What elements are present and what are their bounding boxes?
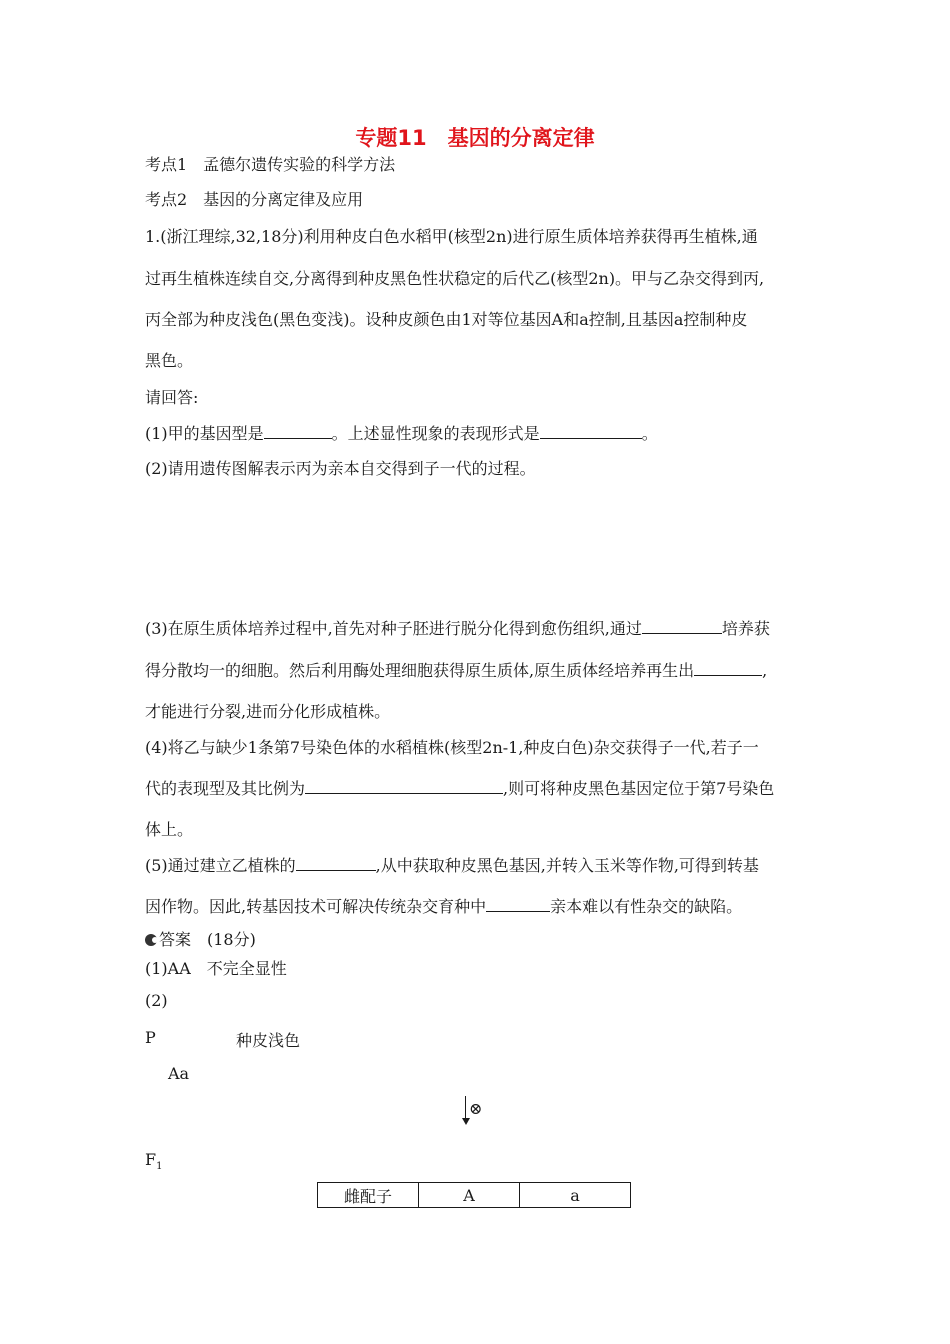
q1-part-1-text-c: 。 xyxy=(641,424,658,443)
q1-part-5-line-1 xyxy=(145,853,759,876)
q1-line-3: 丙全部为种皮浅色(黑色变浅)。设种皮颜色由1对等位基因A和a控制,且基因a控制种皮 xyxy=(145,310,748,329)
q1-part-2: (2)请用遗传图解表示丙为亲本自交得到子一代的过程。 xyxy=(145,459,536,478)
answer-bullet-icon xyxy=(145,934,157,946)
f1-label xyxy=(145,1150,162,1172)
q1-line-4: 黑色。 xyxy=(145,351,194,370)
q1-part-5-text-a: (5)通过建立乙植株的 xyxy=(145,856,296,875)
q1-part-3-line-2 xyxy=(145,658,767,681)
q1-line-2: 过再生植株连续自交,分离得到种皮黑色性状稳定的后代乙(核型2n)。甲与乙杂交得到丙, xyxy=(145,269,765,288)
table-cell-a: a xyxy=(520,1183,631,1208)
blank-2[interactable] xyxy=(540,424,642,439)
q1-part-1-text-a: (1)甲的基因型是 xyxy=(145,424,264,443)
table-row xyxy=(318,1183,631,1208)
table-cell-A: A xyxy=(419,1183,520,1208)
blank-7[interactable] xyxy=(486,897,550,912)
gamete-table xyxy=(317,1182,631,1208)
q1-part-3-text-a: (3)在原生质体培养过程中,首先对种子胚进行脱分化得到愈伤组织,通过 xyxy=(145,619,642,638)
q1-part-4-line-1: (4)将乙与缺少1条第7号染色体的水稻植株(核型2n-1,种皮白色)杂交获得子一代,若子一 xyxy=(145,738,759,757)
blank-1[interactable] xyxy=(264,424,332,439)
q1-part-5-text-c: 因作物。因此,转基因技术可解决传统杂交育种中 xyxy=(145,897,487,916)
q1-part-3-text-c: 得分散均一的细胞。然后利用酶处理细胞获得原生质体,原生质体经培养再生出 xyxy=(145,661,695,680)
answer-2-label: (2) xyxy=(145,991,168,1010)
kaodian-1: 考点1 孟德尔遗传实验的科学方法 xyxy=(145,155,396,174)
answer-header-text: 答案 (18分) xyxy=(159,930,256,949)
q1-part-1-text-b: 。上述显性现象的表现形式是 xyxy=(331,424,540,443)
kaodian-2: 考点2 基因的分离定律及应用 xyxy=(145,190,364,209)
blank-3[interactable] xyxy=(642,619,722,634)
blank-4[interactable] xyxy=(694,661,762,676)
answer-1: (1)AA 不完全显性 xyxy=(145,959,287,978)
table-cell-female-gamete: 雌配子 xyxy=(318,1183,419,1208)
q1-part-5-text-b: ,从中获取种皮黑色基因,并转入玉米等作物,可得到转基 xyxy=(375,856,759,875)
selfing-symbol: ⊗ xyxy=(469,1099,483,1118)
q1-part-4-line-3: 体上。 xyxy=(145,820,194,839)
p-phenotype: 种皮浅色 xyxy=(236,1031,301,1050)
q1-line-1: 1.(浙江理综,32,18分)利用种皮白色水稻甲(核型2n)进行原生质体培养获得再生植株,通 xyxy=(145,227,758,246)
q1-prompt: 请回答: xyxy=(145,388,199,407)
q1-part-5-line-2 xyxy=(145,894,742,917)
p-label: P xyxy=(145,1028,156,1047)
p-genotype: Aa xyxy=(168,1064,190,1083)
q1-part-4-text-b: ,则可将种皮黑色基因定位于第7号染色 xyxy=(503,779,775,798)
page-title: 专题11 基因的分离定律 xyxy=(355,126,595,150)
q1-part-4-text-a: 代的表现型及其比例为 xyxy=(145,779,306,798)
q1-part-4-line-2 xyxy=(145,776,774,799)
q1-part-3-text-d: , xyxy=(762,661,768,680)
q1-part-1 xyxy=(145,421,658,444)
blank-6[interactable] xyxy=(296,856,376,871)
q1-part-3-text-b: 培养获 xyxy=(721,619,770,638)
f1-label-text: F xyxy=(145,1150,157,1169)
f1-label-sub: 1 xyxy=(156,1161,163,1173)
q1-part-3-line-3: 才能进行分裂,进而分化形成植株。 xyxy=(145,702,391,721)
blank-5[interactable] xyxy=(305,779,503,794)
q1-part-5-text-d: 亲本难以有性杂交的缺陷。 xyxy=(550,897,743,916)
q1-part-3-line-1 xyxy=(145,616,770,639)
answer-header xyxy=(145,927,256,950)
